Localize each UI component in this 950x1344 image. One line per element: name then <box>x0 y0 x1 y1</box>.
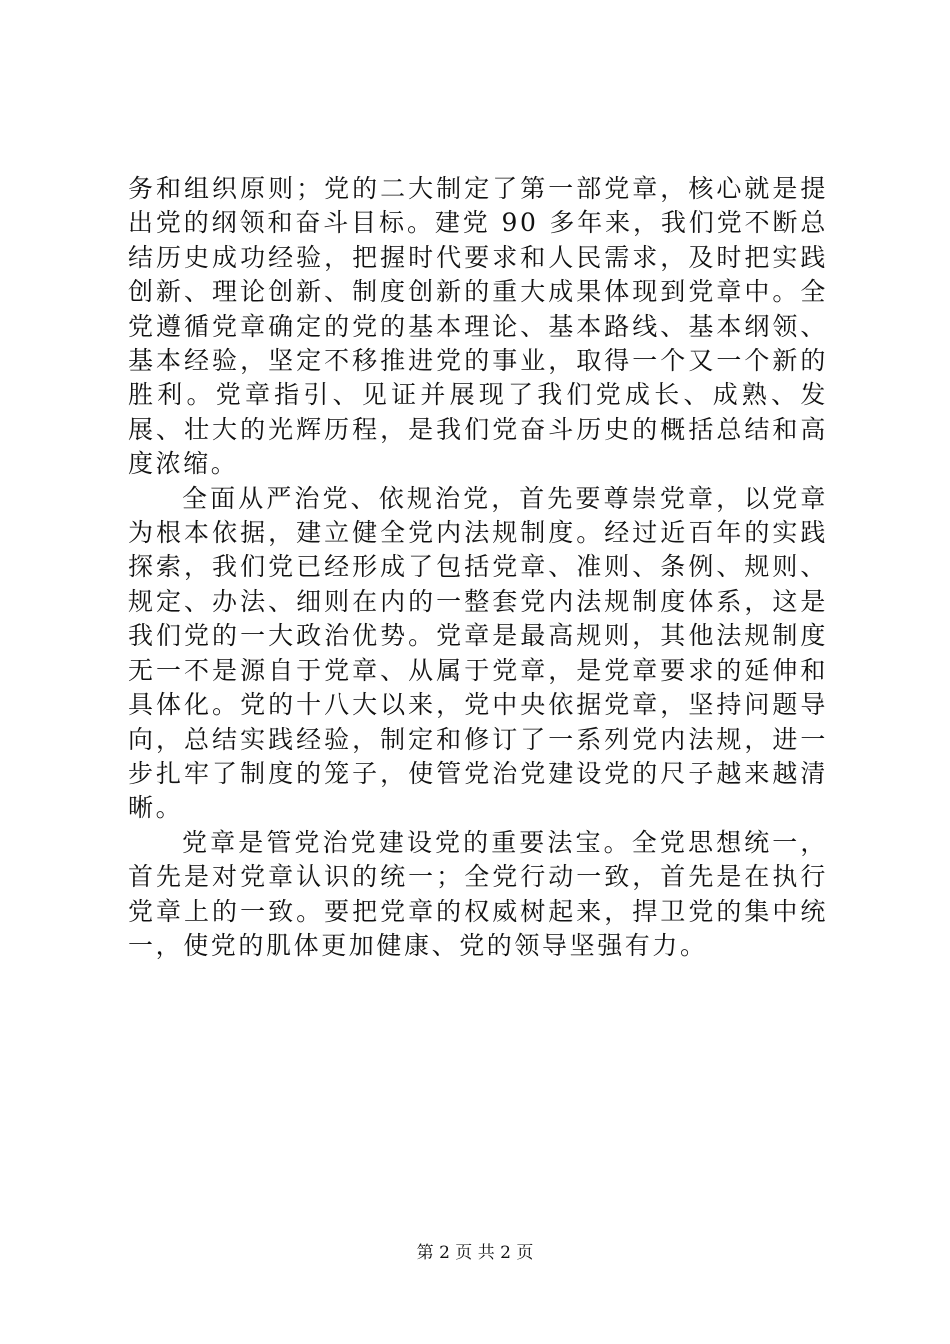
paragraph-2: 全面从严治党、依规治党，首先要尊崇党章，以党章为根本依据，建立健全党内法规制度。经过近百年的实践探索，我们党已经形成了包括党章、准则、条例、规则、规定、办法、细则在内的一整套党内法规制度体系，这是我们党的一大政治优势。党章是最高规则，其他法规制度无一不是源自于党章、从属于党章，是党章要求的延伸和具体化。党的十八大以来，党中央依据党章，坚持问题导向，总结实践经验，制定和修订了一系列党内法规，进一步扎牢了制度的笼子，使管党治党建设党的尺子越来越清晰。 <box>128 483 828 823</box>
document-body <box>128 172 828 963</box>
paragraph-3: 党章是管党治党建设党的重要法宝。全党思想统一，首先是对党章认识的统一；全党行动一致，首先是在执行党章上的一致。要把党章的权威树起来，捍卫党的集中统一，使党的肌体更加健康、党的领导坚强有力。 <box>128 827 828 960</box>
page-footer: 第 2 页 共 2 页 <box>416 1243 534 1263</box>
paragraph-1: 务和组织原则；党的二大制定了第一部党章，核心就是提出党的纲领和奋斗目标。建党 90 多年来，我们党不断总结历史成功经验，把握时代要求和人民需求，及时把实践创新、理论创新、制度创新的重大成果体现到党章中。全党遵循党章确定的党的基本理论、基本路线、基本纲领、基本经验，坚定不移推进党的事业，取得一个又一个新的胜利。党章指引、见证并展现了我们党成长、成熟、发展、壮大的光辉历程，是我们党奋斗历史的概括总结和高度浓缩。 <box>128 174 828 479</box>
